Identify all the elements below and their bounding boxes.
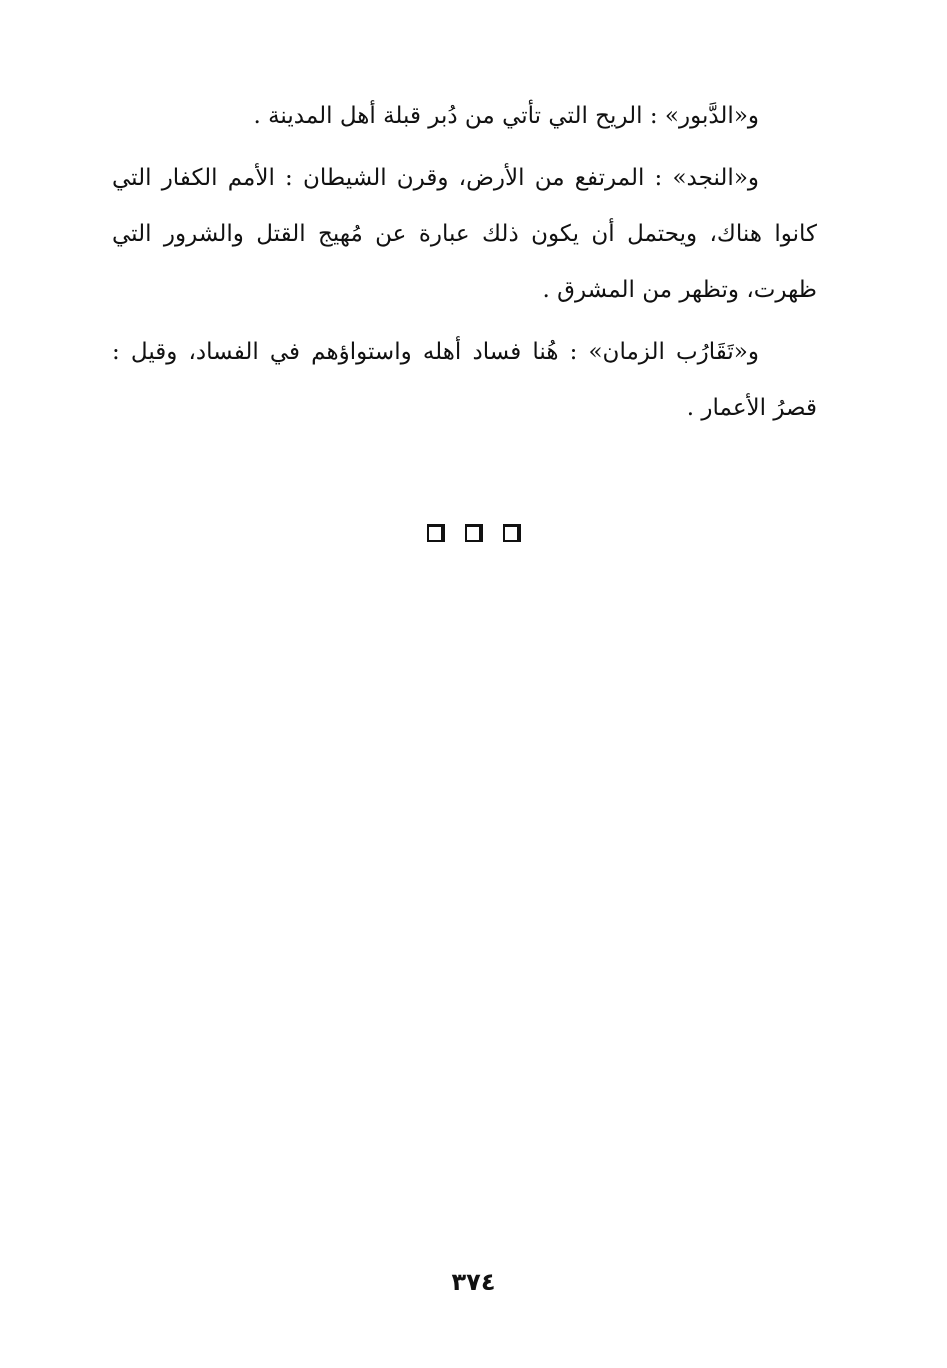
section-separator [0,524,947,542]
body-text [112,88,817,442]
square-icon [465,524,483,542]
square-icon [427,524,445,542]
page-number: ٣٧٤ [451,1268,496,1296]
paragraph-dabur: و«الدَّبور» : الريح التي تأتي من دُبر قبلة أهل المدينة . [253,103,759,129]
paragraph-taqarub: و«تَقَارُب الزمان» : هُنا فساد أهله واستواؤهم في الفساد، وقيل : قصرُ الأعمار . [112,339,817,421]
paragraph-najd: و«النجد» : المرتفع من الأرض، وقرن الشيطان : الأمم الكفار التي كانوا هناك، ويحتمل أن يكون ذلك عبارة عن مُهيج القتل والشرور التي ظهرت، وتظهر من المشرق . [112,165,817,303]
square-icon [503,524,521,542]
